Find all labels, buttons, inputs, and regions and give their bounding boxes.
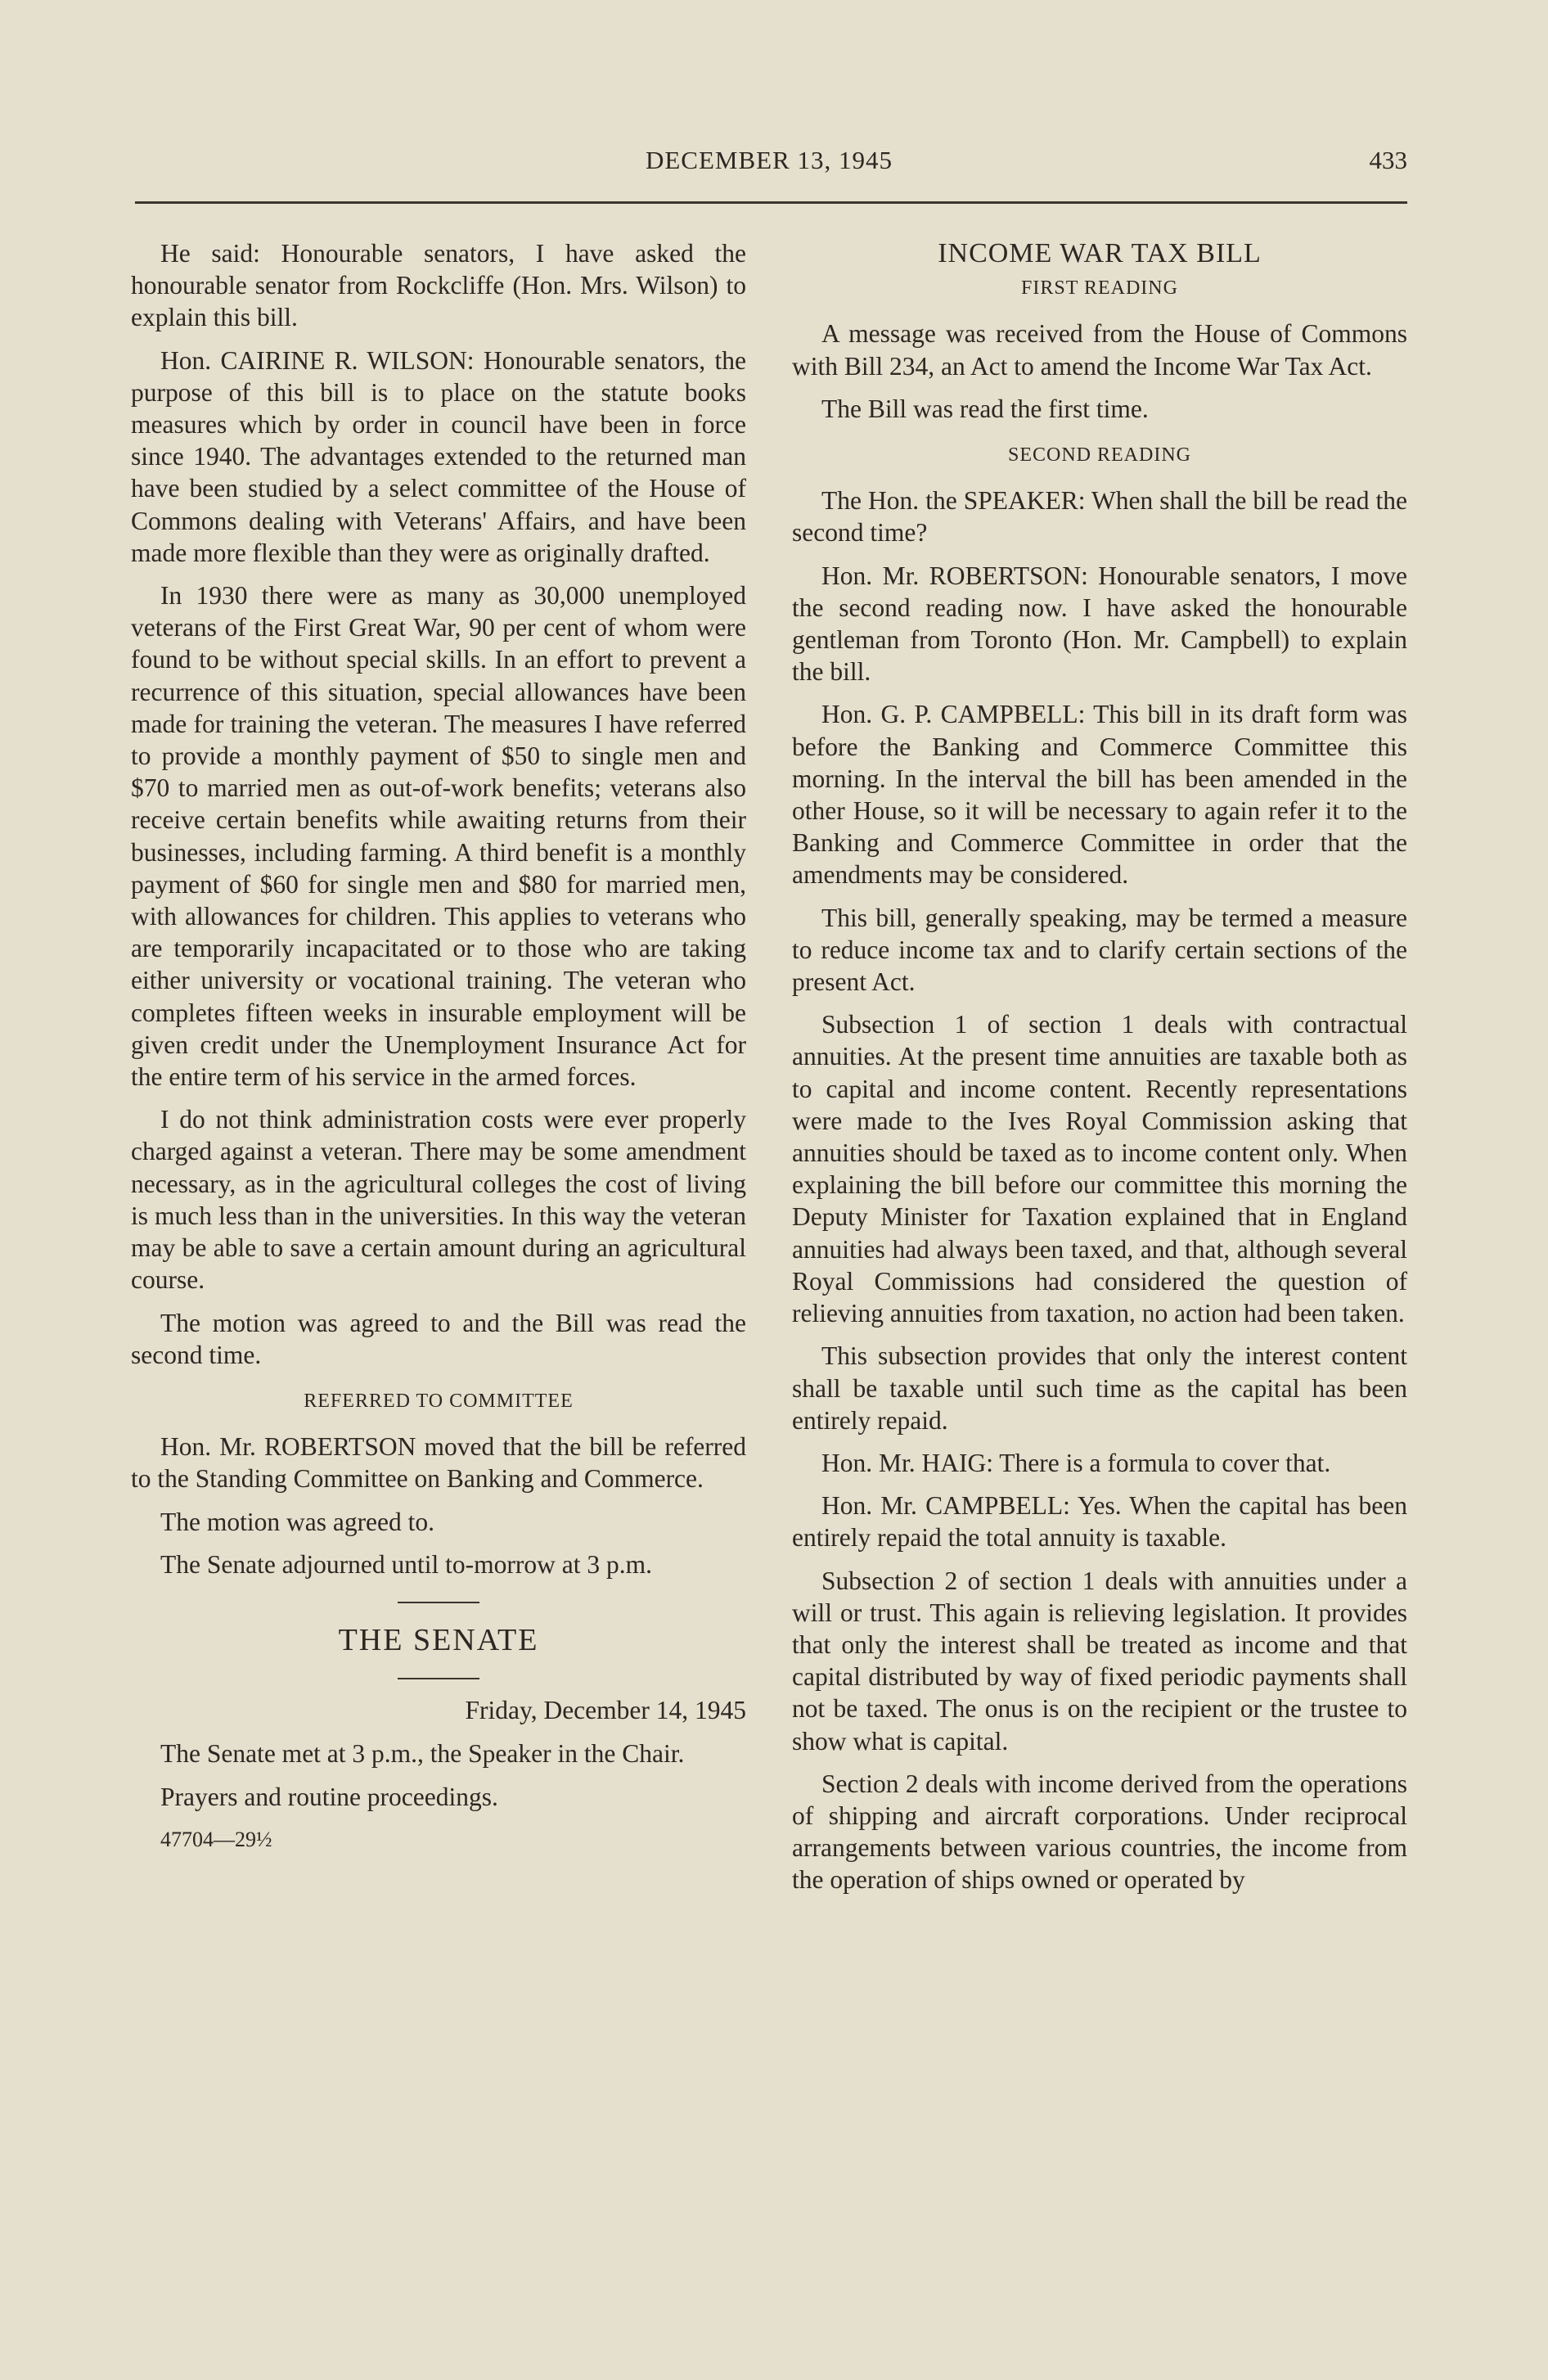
paragraph: This bill, generally speaking, may be termed a measure to reduce income tax and to clarify certain sections of the present Act. <box>792 903 1407 997</box>
print-code: 47704—29½ <box>160 1827 272 1851</box>
paragraph: In 1930 there were as many as 30,000 unemployed veterans of the First Great War, 90 per cent of whom were found to be without special skills. In an effort to prevent a recurrence of this situation, special allowances have been made for training the veteran. The measures I have referred to provide a monthly payment of $50 to single men and $70 to married men as out-of-work benefits; veterans also receive certain benefits while awaiting returns from their businesses, including farming. A third benefit is a monthly payment of $60 for single men and $80 for married men, with allowances for children. This applies to veterans who are temporarily incapacitated or to those who are taking either university or vocational training. The veteran who completes fifteen weeks in insurable employment will be given credit under the Unemployment Insurance Act for the entire term of his service in the armed forces. <box>131 581 746 1092</box>
header-rule <box>135 201 1407 204</box>
paragraph: Hon. G. P. CAMPBELL: This bill in its draft form was before the Banking and Commerce Committee this morning. In the interval the bill has been amended in the other House, so it will be necessary to again refer it to the Banking and Commerce Committee in order that the amendments may be considered. <box>792 700 1407 890</box>
paragraph: Hon. Mr. ROBERTSON: Honourable senators, I move the second reading now. I have asked the honourable gentleman from Toronto (Hon. Mr. Campbell) to explain the bill. <box>792 561 1407 687</box>
subheading-referred-to-committee: REFERRED TO COMMITTEE <box>304 1390 574 1412</box>
page-header <box>131 146 1407 187</box>
section-title: INCOME WAR TAX BILL <box>938 238 1262 268</box>
paragraph: Prayers and routine proceedings. <box>160 1782 498 1811</box>
paragraph: The Bill was read the first time. <box>821 394 1149 423</box>
dateline: Friday, December 14, 1945 <box>465 1696 746 1725</box>
paragraph: The Hon. the SPEAKER: When shall the bill be read the second time? <box>792 486 1407 548</box>
paragraph: A message was received from the House of Commons with Bill 234, an Act to amend the Income War Tax Act. <box>792 319 1407 381</box>
right-column <box>792 237 1407 1907</box>
senate-title: THE SENATE <box>338 1622 539 1657</box>
paragraph: This subsection provides that only the interest content shall be taxable until such time as the capital has been entirely repaid. <box>792 1341 1407 1435</box>
header-date: DECEMBER 13, 1945 <box>645 146 893 174</box>
paragraph: The motion was agreed to. <box>160 1507 435 1536</box>
paragraph: The Senate adjourned until to-morrow at 3 p.m. <box>160 1549 652 1579</box>
divider <box>398 1678 479 1679</box>
paragraph: Subsection 2 of section 1 deals with annuities under a will or trust. This again is relieving legislation. It provides that only the interest shall be treated as income and that capital distributed by way of fixed periodic payments shall not be taxed. The onus is on the recipient or the trustee to show what is capital. <box>792 1566 1407 1756</box>
paragraph: The motion was agreed to and the Bill was read the second time. <box>131 1308 746 1369</box>
paragraph: Hon. CAIRINE R. WILSON: Honourable senators, the purpose of this bill is to place on the statute books measures which by order in council have been in force since 1940. The advantages extended to the returned man have been studied by a select committee of the House of Commons dealing with Veterans' Affairs, and have been made more flexible than they were as originally drafted. <box>131 345 746 567</box>
paragraph: Hon. Mr. CAMPBELL: Yes. When the capital has been entirely repaid the total annuity is taxable. <box>792 1491 1407 1553</box>
left-column <box>131 237 746 1855</box>
paragraph: Section 2 deals with income derived from the operations of shipping and aircraft corporations. Under reciprocal arrangements between various countries, the income from the operation of ships owned or operated by <box>792 1769 1407 1895</box>
paragraph: Subsection 1 of section 1 deals with contractual annuities. At the present time annuities are taxable both as to capital and income content. Recently representations were made to the Ives Royal Commission asking that annuities should be taxed as to income content only. When explaining the bill before our committee this morning the Deputy Minister for Taxation explained that in England annuities had always been taxed, and that, although several Royal Commissions had considered the question of relieving annuities from taxation, no action had been taken. <box>792 1010 1407 1328</box>
paragraph: Hon. Mr. ROBERTSON moved that the bill be referred to the Standing Committee on Banking and Commerce. <box>131 1432 746 1494</box>
divider <box>398 1602 479 1603</box>
page-number: 433 <box>1369 146 1407 174</box>
subheading-second-reading: SECOND READING <box>1008 444 1191 467</box>
paragraph: I do not think administration costs were ever properly charged against a veteran. There may be some amendment necessary, as in the agricultural colleges the cost of living is much less than in the universities. In this way the veteran may be able to save a certain amount during an agricultural course. <box>131 1105 746 1295</box>
subheading-first-reading: FIRST READING <box>1021 277 1178 300</box>
paragraph: He said: Honourable senators, I have asked the honourable senator from Rockcliffe (Hon. Mrs. Wilson) to explain this bill. <box>131 239 746 332</box>
paragraph: The Senate met at 3 p.m., the Speaker in the Chair. <box>160 1739 685 1769</box>
paragraph: Hon. Mr. HAIG: There is a formula to cover that. <box>821 1448 1331 1477</box>
